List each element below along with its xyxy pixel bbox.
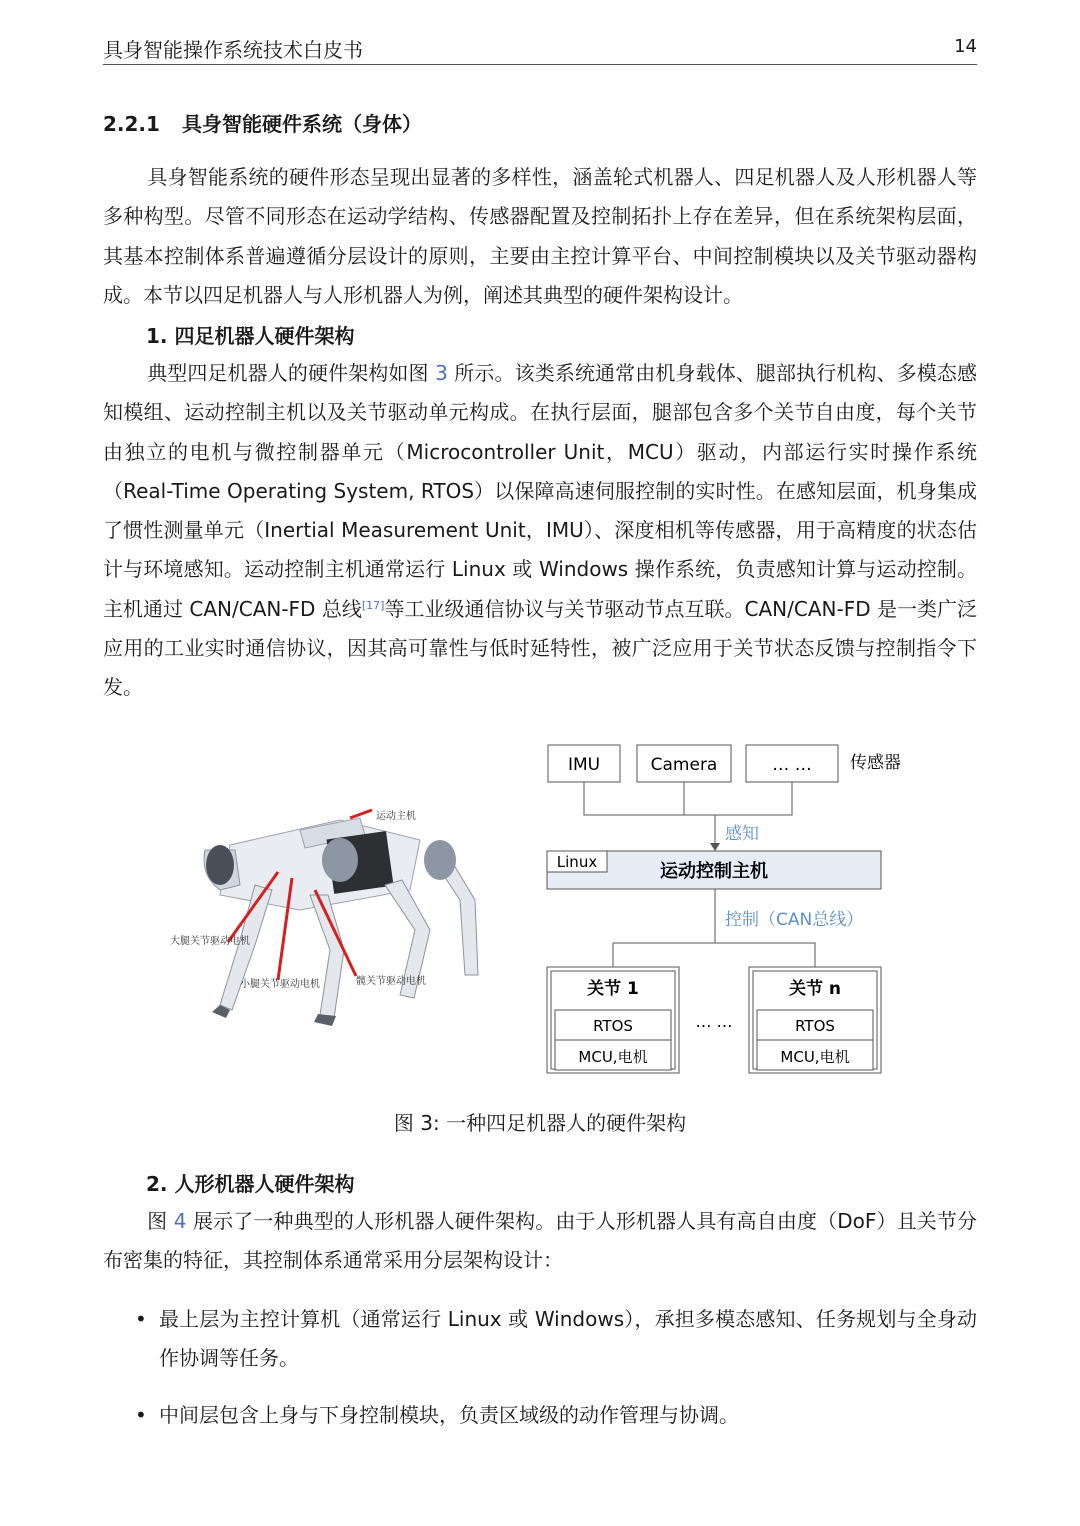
bullet-dot-icon: • [135,1307,147,1331]
section-title: 具身智能硬件系统（身体） [181,112,422,136]
control-label: 控制（CAN总线） [725,910,864,930]
quadruped-paragraph: 典型四足机器人的硬件架构如图 3 所示。该类系统通常由机身载体、腿部执行机构、多模态感知模组、运动控制主机以及关节驱动单元构成。在执行层面，腿部包含多个关节自由度，每个关节由独立的电机与微控制器单元（Microcontroller Unit，MCU）驱动，内部运行实时操作系统（Real-Time Operating System, RTOS）以保障高速伺服控制的实时性。在感知层面，机身集成了惯性测量单元（Inertial Measurement Unit，IMU）、深度相机等传感器，用于高精度的状态估计与环境感知。运动控制主机通常运行 Linux 或 Windows 操作系统，负责感知计算与运动控制。主机通过 CAN/CAN-FD 总线[17]等工业级通信协议与关节驱动节点互联。CAN/CAN-FD 是一类广泛应用的工业实时通信协议，因其高可靠性与低时延特性，被广泛应用于关节状态反馈与控制指令下发。 [103,361,978,700]
figure-3-caption: 图 3: 一种四足机器人的硬件架构 [393,1111,687,1135]
perception-label: 感知 [725,824,759,844]
host-os-label: Linux [556,853,598,871]
intro-paragraph: 具身智能系统的硬件形态呈现出显著的多样性，涵盖轮式机器人、四足机器人及人形机器人等多种构型。尽管不同形态在运动学结构、传感器配置及控制拓扑上存在差异，但在系统架构层面，其基本控制体系普遍遵循分层设计的原则，主要由主控计算平台、中间控制模块以及关节驱动器构成。本节以四足机器人与人形机器人为例，阐述其典型的硬件架构设计。 [103,165,977,307]
quadruped-robot-photo [160,790,500,1040]
label-thigh-motor: 大腿关节驱动电机 [170,936,250,947]
joint-1-title: 关节 1 [587,979,639,999]
label-hip-motor: 髋关节驱动电机 [356,976,426,987]
bullet-item: • 中间层包含上身与下身控制模块，负责区域级的动作管理与协调。 [103,1396,977,1435]
figure-4-link[interactable]: 4 [173,1209,187,1233]
section-number: 2.2.1 [103,112,160,136]
label-main-host: 运动主机 [376,811,416,822]
sensor-imu: IMU [567,755,601,775]
page-number: 14 [954,36,977,57]
joints-ellipsis: … … [695,1012,733,1031]
document-title: 具身智能操作系统技术白皮书 [103,38,363,62]
sensors-label: 传感器 [850,753,901,773]
section-heading [103,108,422,137]
bullet-dot-icon: • [135,1403,147,1427]
bullet-item: • 最上层为主控计算机（通常运行 Linux 或 Windows），承担多模态感知、任务规划与全身动作协调等任务。 [103,1300,977,1379]
page-header [103,32,977,65]
joint-n-title: 关节 n [788,979,842,999]
host-label: 运动控制主机 [660,861,768,882]
subsection-2-title: 2. 人形机器人硬件架构 [146,1172,355,1196]
sensor-more: … … [772,755,812,775]
sensor-camera: Camera [650,755,718,775]
joint-1-rtos: RTOS [593,1017,633,1035]
joint-n-rtos: RTOS [795,1017,835,1035]
citation-17[interactable]: [17] [361,598,385,612]
subsection-1-title: 1. 四足机器人硬件架构 [146,324,355,348]
architecture-diagram [540,735,920,1080]
joint-1-mcu: MCU,电机 [578,1048,648,1066]
joint-n-mcu: MCU,电机 [780,1048,850,1066]
humanoid-paragraph: 图 4 展示了一种典型的人形机器人硬件架构。由于人形机器人具有高自由度（DoF）且关节分布密集的特征，其控制体系通常采用分层架构设计： [103,1209,978,1273]
figure-3-link[interactable]: 3 [435,361,448,385]
label-shank-motor: 小腿关节驱动电机 [240,979,320,990]
